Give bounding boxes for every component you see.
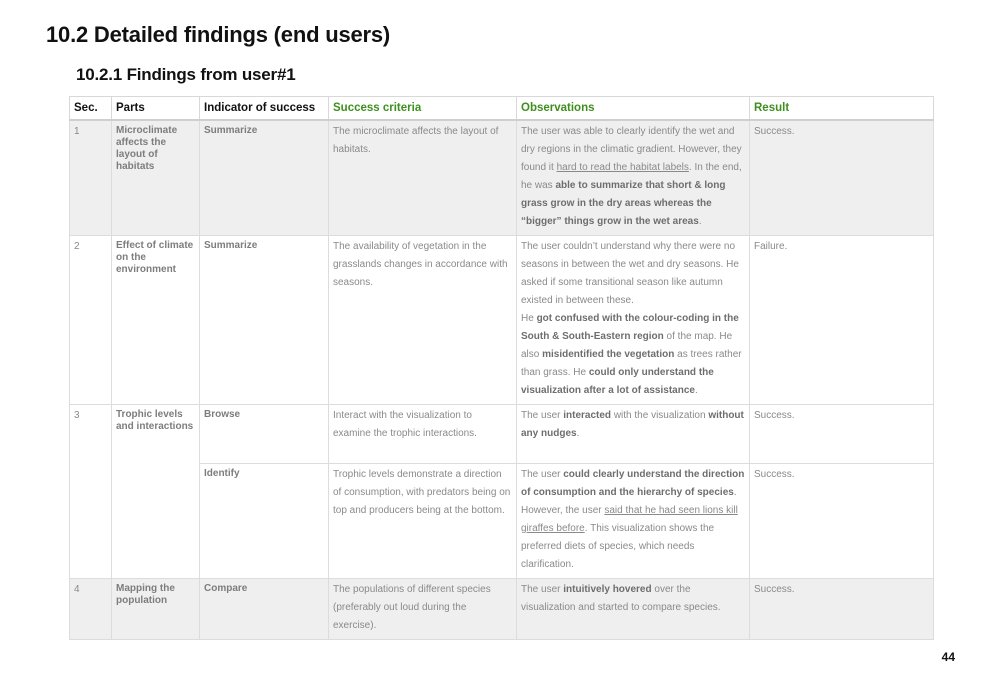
observations-cell [517, 464, 750, 579]
criteria-cell: Interact with the visualization to examine the trophic interactions. [329, 405, 517, 464]
result-cell: Failure. [750, 236, 934, 405]
observation-text: The user [521, 584, 564, 595]
table-row [70, 405, 934, 464]
result-cell: Success. [750, 120, 934, 236]
result-cell: Success. [750, 405, 934, 464]
subsection-heading: 10.2.1 Findings from user#1 [76, 65, 296, 84]
section-heading: 10.2 Detailed findings (end users) [46, 22, 391, 47]
observation-text: interacted [563, 410, 612, 421]
observation-text: The user [521, 410, 564, 421]
result-cell: Success. [750, 464, 934, 579]
page-number: 44 [941, 650, 955, 664]
indicator-cell: Identify [200, 464, 329, 579]
sec-cell: 2 [70, 236, 112, 405]
column-header-criteria: Success criteria [329, 97, 517, 121]
observation-text: could only understand the visualization after a lot of assistance [521, 367, 714, 396]
indicator-cell: Summarize [200, 236, 329, 405]
part-cell: Microclimate affects the layout of habitats [112, 120, 200, 236]
table-row [70, 464, 934, 579]
column-header-parts: Parts [112, 97, 200, 121]
column-header-sec: Sec. [70, 97, 112, 121]
column-header-result: Result [750, 97, 934, 121]
observations-cell [517, 120, 750, 236]
observation-text: said that he had seen lions kill giraffes before [521, 505, 738, 534]
observation-text: . However, the user [521, 487, 737, 516]
observation-text: . [694, 385, 698, 396]
part-cell: Effect of climate on the environment [112, 236, 200, 405]
indicator-cell: Summarize [200, 120, 329, 236]
observation-text: intuitively hovered [563, 584, 652, 595]
observation-text: as trees rather than grass. He [521, 349, 742, 378]
observation-text: hard to read the habitat labels [556, 162, 689, 173]
table-row [70, 236, 934, 405]
observation-text: . [576, 428, 580, 439]
table-row [70, 120, 934, 236]
observation-text: . In the end, he was [521, 162, 742, 191]
observation-text: got confused with the colour-coding in the South & South-Eastern region [521, 313, 739, 342]
observations-cell [517, 405, 750, 464]
observation-text: without any nudges [521, 410, 744, 439]
observation-text: over the visualization and started to compare species. [521, 584, 721, 613]
observation-text: . [698, 216, 702, 227]
observation-text: The user was able to clearly identify the wet and dry regions in the climatic gradient. However, they found it [521, 126, 742, 173]
observation-text: He [521, 313, 537, 324]
column-header-observations: Observations [517, 97, 750, 121]
indicator-cell: Compare [200, 579, 329, 640]
observation-text: with the visualization [611, 410, 709, 421]
sec-cell: 1 [70, 120, 112, 236]
criteria-cell: Trophic levels demonstrate a direction of consumption, with predators being on top and producers being at the bottom. [329, 464, 517, 579]
indicator-cell: Browse [200, 405, 329, 464]
table-header-row [70, 97, 934, 121]
observation-text: could clearly understand the direction of consumption and the hierarchy of species [521, 469, 745, 498]
sec-cell: 4 [70, 579, 112, 640]
sec-cell: 3 [70, 405, 112, 579]
findings-table [69, 96, 934, 640]
observation-text: The user [521, 469, 564, 480]
part-cell: Mapping the population [112, 579, 200, 640]
observation-text: able to summarize that short & long grass grow in the dry areas whereas the “bigger” things grow in the wet areas [521, 180, 726, 227]
result-cell: Success. [750, 579, 934, 640]
column-header-indicator: Indicator of success [200, 97, 329, 121]
observation-text: of the map. He also [521, 331, 733, 360]
part-cell: Trophic levels and interactions [112, 405, 200, 579]
observations-cell [517, 236, 750, 405]
criteria-cell: The availability of vegetation in the grasslands changes in accordance with seasons. [329, 236, 517, 405]
observations-cell [517, 579, 750, 640]
criteria-cell: The populations of different species (preferably out loud during the exercise). [329, 579, 517, 640]
observation-text: misidentified the vegetation [542, 349, 675, 360]
observation-text: . This visualization shows the preferred diets of species, which needs clarification. [521, 523, 715, 570]
observation-text: The user couldn’t understand why there were no seasons in between the wet and dry seasons. He asked if some transitional season like autumn existed in between these. [521, 241, 739, 306]
criteria-cell: The microclimate affects the layout of habitats. [329, 120, 517, 236]
table-row [70, 579, 934, 640]
